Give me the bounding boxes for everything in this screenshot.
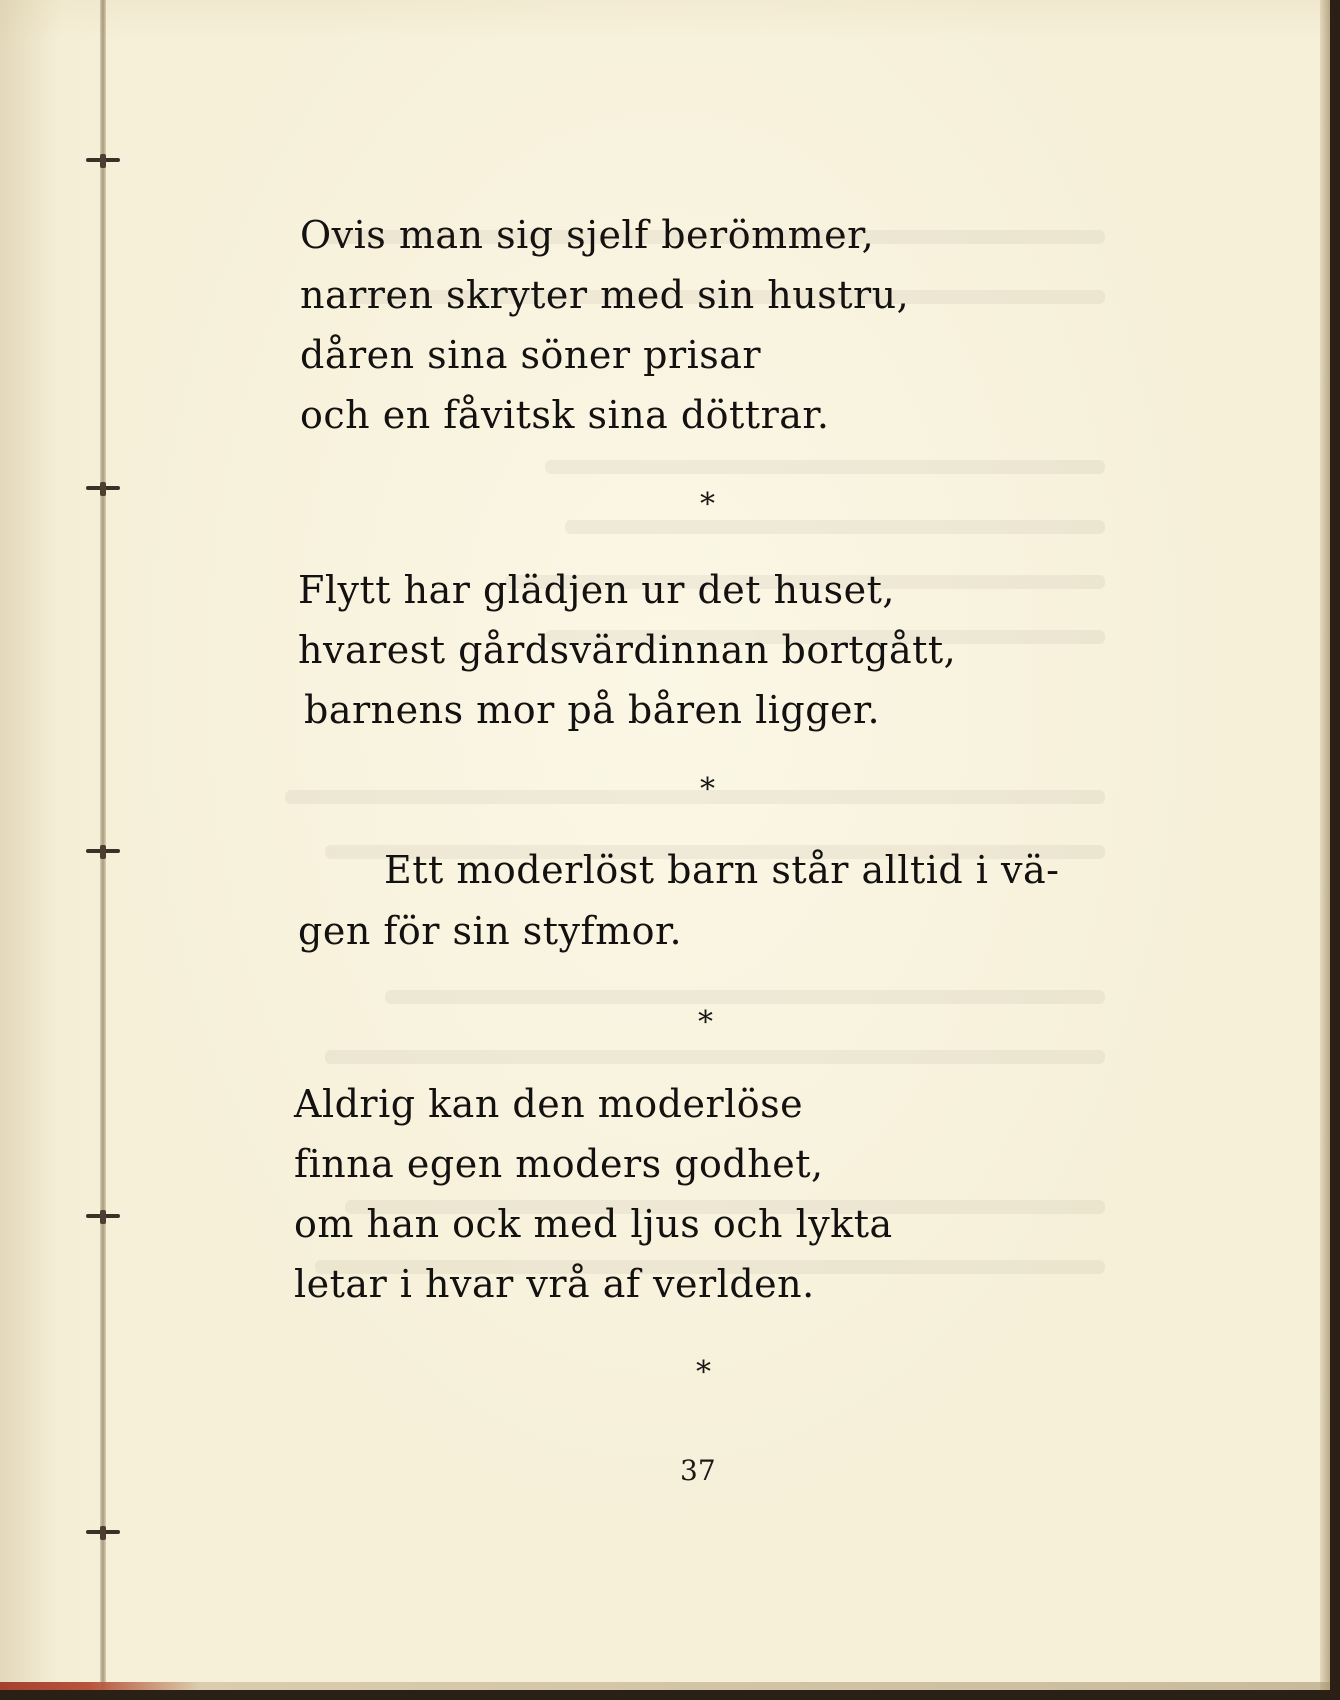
verse-line: finna egen moders godhet,	[294, 1142, 824, 1186]
verse-line: Flytt har glädjen ur det huset,	[298, 568, 895, 612]
verse-line: narren skryter med sin hustru,	[300, 273, 910, 317]
section-separator: *	[696, 1355, 711, 1390]
verse-line: gen för sin styfmor.	[298, 909, 683, 953]
page-number: 37	[680, 1454, 716, 1487]
verse-line: letar i hvar vrå af verlden.	[294, 1262, 815, 1306]
verse-line: Ovis man sig sjelf berömmer,	[300, 213, 875, 257]
verse-line: om han ock med ljus och lykta	[294, 1202, 893, 1246]
verse-line: hvarest gårdsvärdinnan bortgått,	[298, 628, 957, 672]
verse-line: barnens mor på båren ligger.	[304, 688, 881, 732]
verse-line: Ett moderlöst barn står alltid i vä-	[384, 848, 1060, 892]
section-separator: *	[698, 1005, 713, 1040]
verse-line: dåren sina söner prisar	[300, 333, 762, 377]
verse-line: Aldrig kan den moderlöse	[294, 1082, 804, 1126]
verse-line: och en fåvitsk sina döttrar.	[300, 393, 830, 437]
section-separator: *	[700, 487, 715, 522]
section-separator: *	[700, 772, 715, 807]
